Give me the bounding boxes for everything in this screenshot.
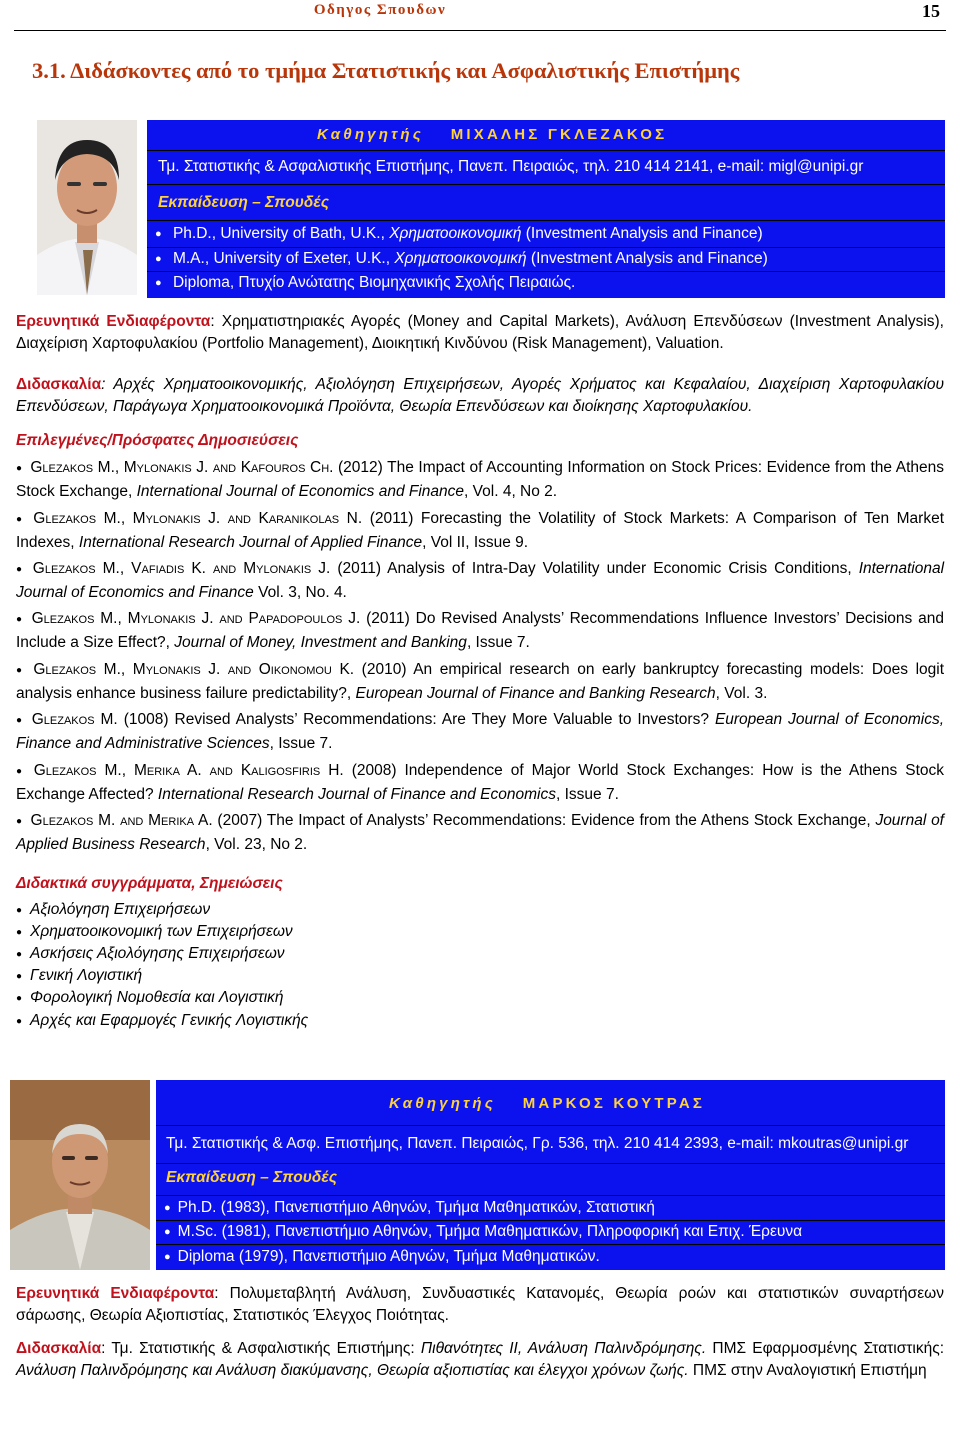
publication-item: ● Glezakos M., Merika A. and Kaligosfiris H. (2008) Independence of Major World Stock Exchanges: How is the Athens Stock Exchange Affected? International Research Journal of Finance and Economics, Issue 7. — [16, 760, 944, 806]
box-divider — [156, 1163, 945, 1164]
books-heading: Διδακτικά συγγράμματα, Σημειώσεις — [16, 875, 283, 892]
publication-item: ● Glezakos M., Mylonakis J. and Oikonomou K. (2010) An empirical research on early bankruptcy forecasting models: Does logit analysis enhance business failure predictability?, European Journal of Finance and Banking Research, Vol. 3. — [16, 659, 944, 705]
profile-title — [389, 1095, 705, 1112]
portrait-image — [10, 1080, 150, 1270]
box-divider — [156, 1220, 945, 1221]
profile-info-box — [147, 120, 945, 298]
education-label: Εκπαίδευση – Σπουδές — [158, 194, 330, 211]
page-number: 15 — [922, 1, 940, 21]
portrait-image — [37, 120, 137, 295]
box-divider — [147, 220, 945, 221]
section-heading: 3.1. Διδάσκοντες από το τμήμα Στατιστικής και Ασφαλιστικής Επιστήμης — [32, 58, 740, 83]
research-interests: Ερευνητικά Ενδιαφέροντα: Χρηματιστηριακές Αγορές (Money and Capital Markets), Ανάλυση Επενδύσεων (Investment Analysis), Διαχείριση Χαρτοφυλακίου (Portfolio Management), Διοικητική Κινδύνου (Risk Management), Valuation. — [16, 313, 944, 352]
education-item: ● Diploma, Πτυχίο Ανώτατης Βιομηχανικής Σχολής Πειραιώς. — [155, 274, 575, 292]
box-divider — [156, 1244, 945, 1245]
book-item: ● Χρηματοοικονομική των Επιχειρήσεων — [16, 923, 293, 941]
profile-contact: Τμ. Στατιστικής & Ασφαλιστικής Επιστήμης, Πανεπ. Πειραιώς, τηλ. 210 414 2141, e-mail: migl@unipi.gr — [158, 158, 864, 175]
book-item: ● Αρχές και Εφαρμογές Γενικής Λογιστικής — [16, 1012, 308, 1030]
book-item: ● Φορολογική Νομοθεσία και Λογιστική — [16, 989, 284, 1007]
education-item: ● Ph.D. (1983), Πανεπιστήμιο Αθηνών, Τμήμα Μαθηματικών, Στατιστική — [164, 1199, 655, 1217]
book-item: ● Αξιολόγηση Επιχειρήσεων — [16, 901, 210, 919]
profile-name: ΜΙΧΑΛΗΣ ΓΚΛΕΖΑΚΟΣ — [450, 126, 668, 143]
profile-contact: Τμ. Στατιστικής & Ασφ. Επιστήμης, Πανεπ. Πειραιώς, Γρ. 536, τηλ. 210 414 2393, e-mail: mkoutras@unipi.gr — [166, 1135, 909, 1152]
profile-name: ΜΑΡΚΟΣ ΚΟΥΤΡΑΣ — [522, 1095, 706, 1112]
publication-item: ● Glezakos M., Mylonakis J. and Papadopoulos J. (2011) Do Revised Analysts’ Recommendations Influence Investors’ Decisions and Include a Size Effect?, Journal of Money, Investment and Banking, Issue 7. — [16, 608, 944, 654]
education-label: Εκπαίδευση – Σπουδές — [166, 1169, 338, 1186]
box-divider — [147, 184, 945, 185]
profile-title — [317, 126, 667, 143]
book-item: ● Γενική Λογιστική — [16, 967, 142, 985]
publication-item: ● Glezakos M., Mylonakis J. and Kafouros Ch. (2012) The Impact of Accounting Information on Stock Prices: Evidence from the Athens Stock Exchange, International Journal of Economics and Finance, Vol. 4, No 2. — [16, 457, 944, 503]
publication-item: ● Glezakos M. and Merika A. (2007) The Impact of Analysts’ Recommendations: Evidence from the Athens Stock Exchange, Journal of Applied Business Research, Vol. 23, No 2. — [16, 810, 944, 856]
teaching: Διδασκαλία: Αρχές Χρηματοοικονομικής, Αξιολόγηση Επιχειρήσεων, Αγορές Χρήματος και Κεφαλαίου, Διαχείριση Χαρτοφυλακίου Επενδύσεων, Παράγωγα Χρηματοοικονομικά Προϊόντα, Θεωρία Επενδύσεων και διοίκησης Χαρτοφυλακίου. — [16, 376, 944, 415]
document-running-title: Οδηγος Σπουδων — [313, 2, 447, 18]
publication-item: ● Glezakos M., Mylonakis J. and Karanikolas N. (2011) Forecasting the Volatility of Stock Markets: A Comparison of Ten Market Indexes, International Research Journal of Applied Finance, Vol II, Issue 9. — [16, 508, 944, 554]
box-divider — [147, 247, 945, 248]
portrait-photo — [37, 120, 137, 295]
profile-info-box — [156, 1080, 945, 1270]
education-item: ● M.Sc. (1981), Πανεπιστήμιο Αθηνών, Τμήμα Μαθηματικών, Πληροφορική και Επιχ. Έρευνα — [164, 1223, 802, 1241]
box-divider — [147, 271, 945, 272]
research-interests: Ερευνητικά Ενδιαφέροντα: Πολυμεταβλητή Ανάλυση, Συνδυαστικές Κατανομές, Θεωρία ροών και στατιστικών συναρτήσεων σάρωσης, Θεωρία Αξιοπιστίας, Στατιστικός Έλεγχος Ποιότητας. — [16, 1285, 944, 1324]
publications-heading: Επιλεγμένες/Πρόσφατες Δημοσιεύσεις — [16, 432, 299, 449]
header-divider — [14, 30, 946, 31]
education-item: ● M.A., University of Exeter, U.K., Χρηματοοικονομική (Investment Analysis and Finance) — [155, 250, 768, 268]
box-divider — [156, 1195, 945, 1196]
teaching: Διδασκαλία: Τμ. Στατιστικής & Ασφαλιστικής Επιστήμης: Πιθανότητες ΙΙ, Ανάλυση Παλινδρόμησης. ΠΜΣ Εφαρμοσμένης Στατιστικής: Ανάλυση Παλινδρόμησης και Ανάλυση διακύμανσης, Θεωρία αξιοπιστίας και έλεγχοι χρόνων ζωής. ΠΜΣ στην Αναλογιστική Επιστήμη — [16, 1340, 945, 1379]
portrait-photo — [10, 1080, 150, 1270]
publication-item: ● Glezakos M. (1008) Revised Analysts’ Recommendations: Are They More Valuable to Investors? European Journal of Economics, Finance and Administrative Sciences, Issue 7. — [16, 709, 944, 755]
profile-role: Καθηγητής — [317, 126, 424, 143]
education-item: ● Ph.D., University of Bath, U.K., Χρηματοοικονομική (Investment Analysis and Finance) — [155, 225, 763, 243]
publication-item: ● Glezakos M., Vafiadis K. and Mylonakis J. (2011) Analysis of Intra-Day Volatility under Economic Crisis Conditions, International Journal of Economics and Finance Vol. 3, No. 4. — [16, 558, 944, 604]
box-divider — [147, 150, 945, 151]
book-item: ● Ασκήσεις Αξιολόγησης Επιχειρήσεων — [16, 945, 285, 963]
education-item: ● Diploma (1979), Πανεπιστήμιο Αθηνών, Τμήμα Μαθηματικών. — [164, 1248, 600, 1266]
box-divider — [156, 1125, 945, 1126]
profile-role: Καθηγητής — [389, 1095, 496, 1112]
